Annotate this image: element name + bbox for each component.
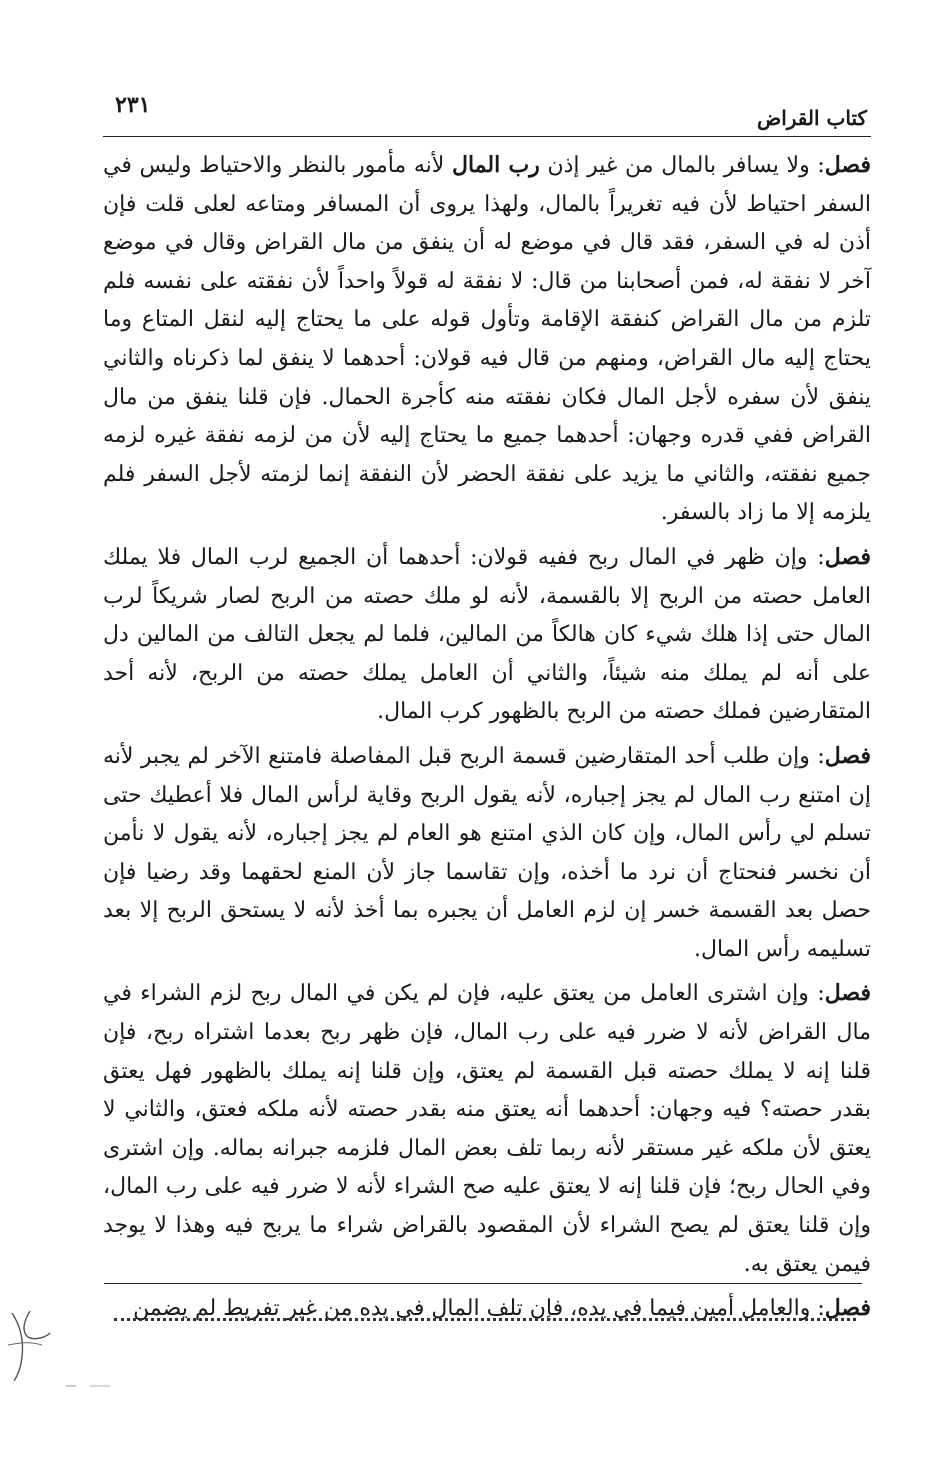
handwritten-mark-icon: [4, 1305, 54, 1385]
paragraph-text: : وإن ظهر في المال ربح ففيه قولان: أحدهما أن الجميع لرب المال فلا يملك العامل حصته من الربح إلا بالقسمة، لأنه لو ملك حصته من الربح لصار شريكاً لرب المال حتى إذا هلك شيء كان هالكاً من المالين، فلما لم يجعل التالف من المالين دل على أنه لم يملك منه شيئاً، والثاني أن العامل يملك حصته من الربح، لأنه أحد المتقارضين فملك حصته من الربح بالظهور كرب المال.: [103, 544, 871, 725]
section-heading: فصل: [824, 152, 871, 178]
book-title: كتاب القراض: [757, 106, 867, 130]
section-heading: فصل: [824, 980, 871, 1007]
page-header: [103, 92, 871, 137]
paragraph: [103, 1289, 871, 1329]
section-heading: فصل: [824, 742, 871, 769]
paragraph: [103, 737, 871, 970]
body-text: [103, 146, 871, 1334]
page-number: ٢٣١: [115, 92, 151, 118]
scan-artifact: [66, 1384, 112, 1388]
paragraph: [103, 146, 871, 533]
paragraph: [103, 538, 871, 732]
paragraph: [103, 974, 871, 1284]
dotted-line: [114, 1318, 856, 1321]
section-heading: فصل: [824, 1295, 871, 1322]
paragraph-text: : وإن اشترى العامل من يعتق عليه، فإن لم يكن في المال ربح لزم الشراء في مال القراض لأنه لا ضرر فيه على رب المال، فإن ظهر ربح بعدما اشتراه ربح، فإن قلنا إنه لا يملك حصته قبل القسمة لم يعتق، وإن قلنا إنه يملك بالظهور فهل يعتق بقدر حصته؟ فيه وجهان: أحدهما أنه يعتق منه بقدر حصته لأنه ملكه فعتق، والثاني لا يعتق لأن ملكه غير مستقر لأنه ربما تلف بعض المال فلزمه جبرانه بماله. وإن اشترى وفي الحال ربح؛ فإن قلنا إنه لا يعتق عليه صح الشراء لأنه لا ضرر فيه على رب المال، وإن قلنا يعتق لم يصح الشراء لأن المقصود بالقراض شراء ما يربح فيه وهذا لا يوجد فيمن يعتق به.: [103, 981, 871, 1277]
footnote-separator: [104, 1283, 862, 1284]
emphasized-term: رب المال: [451, 152, 540, 178]
paragraph-text: لأنه مأمور بالنظر والاحتياط وليس في السفر احتياط لأن فيه تغريراً بالمال، ولهذا يروى أن المسافر ومتاعه لعلى قلت فإن أذن له في السفر، فقد قال في موضع له أن ينفق من مال القراض وقال في موضع آخر لا نفقة له، فمن أصحابنا من قال: لا نفقة له قولاً واحداً لأن نفقته على نفسه فلم تلزم من مال القراض كنفقة الإقامة وتأول قوله على ما يحتاج إليه لنقل المتاع وما يحتاج إليه مال القراض، ومنهم من قال فيه قولان: أحدهما لا ينفق لما ذكرناه والثاني ينفق لأن سفره لأجل المال فكان نفقته منه كأجرة الحمال. فإن قلنا ينفق من مال القراض ففي قدره وجهان: أحدهما جميع ما يحتاج إليه لأن من لزمه نفقة غيره لزمه جميع نفقته، والثاني ما يزيد على نفقة الحضر لأن النفقة إنما لزمته لأجل السفر فلم يلزمه إلا ما زاد بالسفر.: [103, 153, 871, 526]
paragraph-text: : والعامل أمين فيما في يده، فإن تلف المال في يده من غير تفريط لم يضمن: [133, 1296, 825, 1322]
paragraph-text: : وإن طلب أحد المتقارضين قسمة الربح قبل المفاصلة فامتنع الآخر لم يجبر لأنه إن امتنع رب المال لم يجز إجباره، لأنه يقول الربح وقاية لرأس المال فلا أعطيك حتى تسلم لي رأس المال، وإن كان الذي امتنع هو العام لم يجز إجباره، لأنه يقول لا نأمن أن نخسر فنحتاج أن نرد ما أخذه، وإن تقاسما جاز لأن المنع لحقهما وقد رضيا فإن حصل بعد القسمة خسر إن لزم العامل أن يجبره بما أخذ لأنه لا يستحق الربح إلا بعد تسليمه رأس المال.: [103, 743, 871, 962]
paragraph-text: : ولا يسافر بالمال من غير إذن: [539, 153, 825, 178]
section-heading: فصل: [824, 543, 871, 570]
